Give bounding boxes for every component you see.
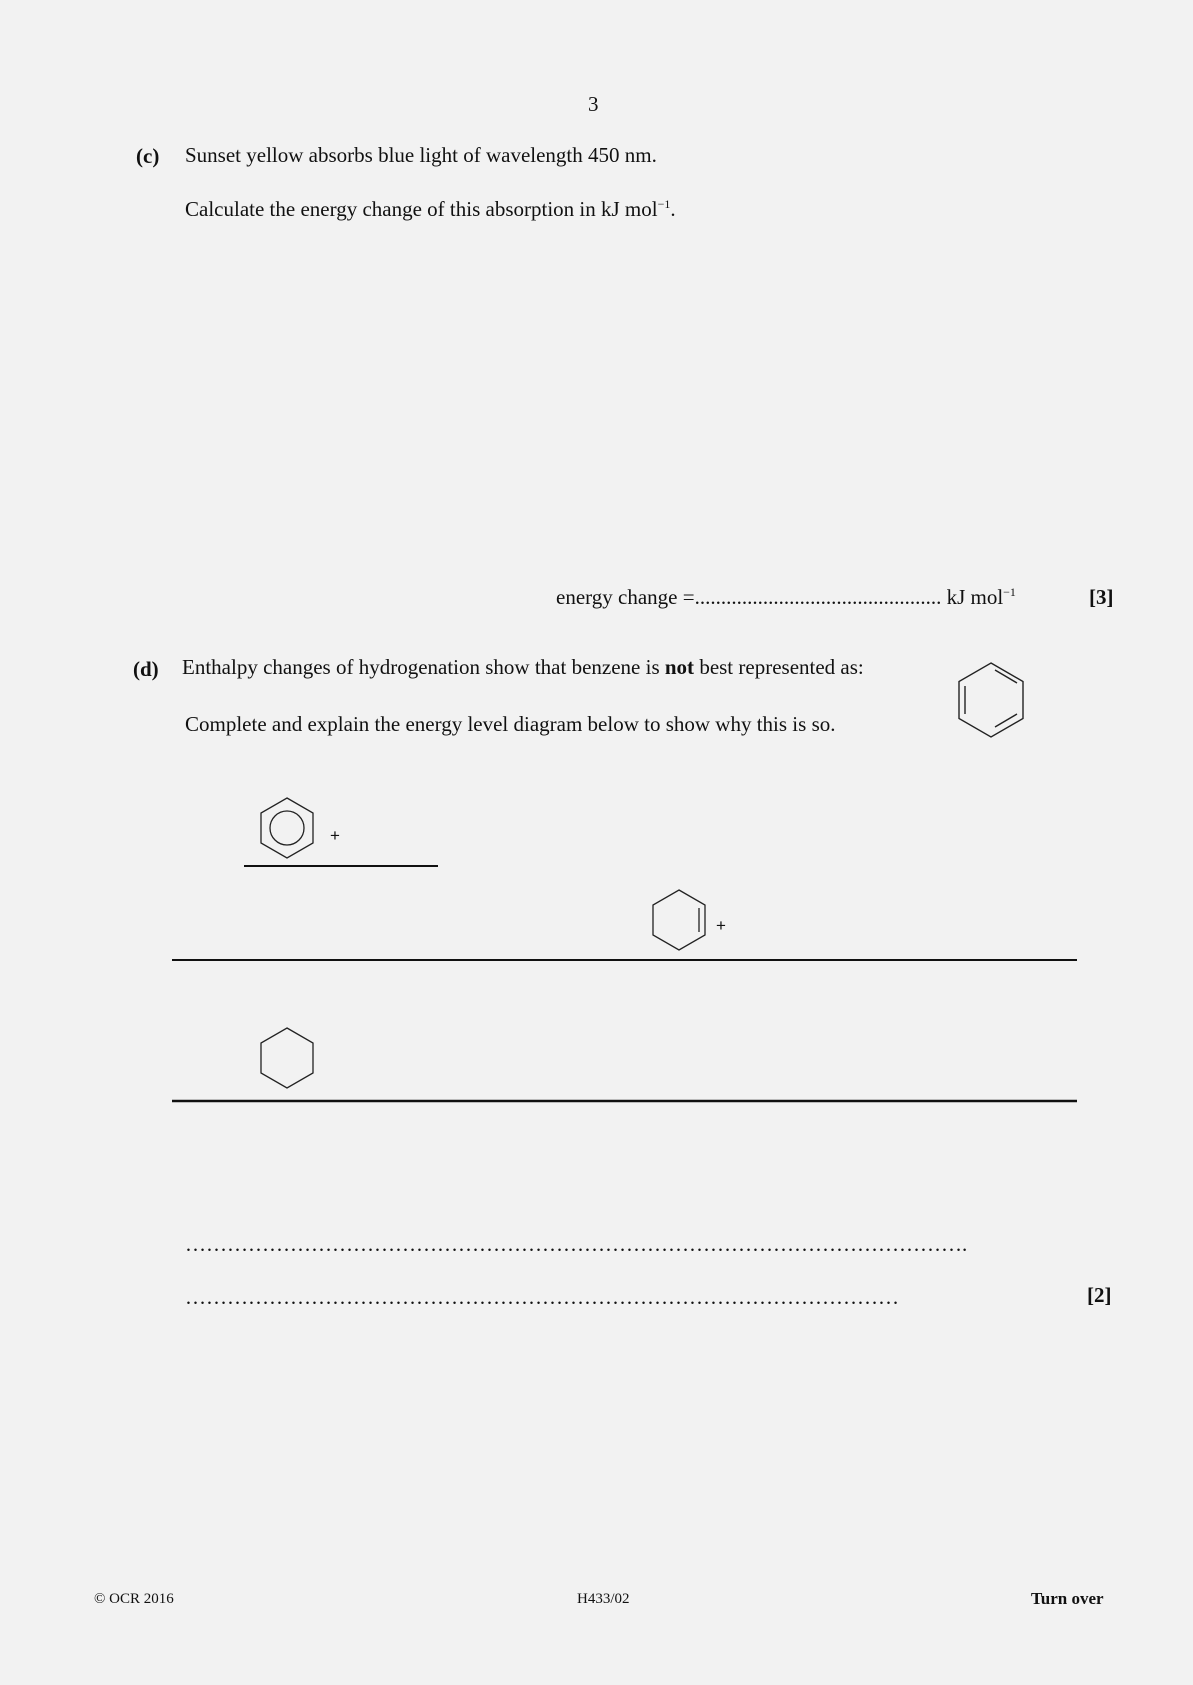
part-d-label: (d) <box>133 657 159 681</box>
energy-change-unit-sup: −1 <box>1003 585 1016 599</box>
part-d-answer-line-1[interactable]: …………………………………………………………………………………………………. <box>185 1232 968 1256</box>
part-c-instruction-text: Calculate the energy change of this absorption in kJ mol <box>185 197 658 221</box>
part-d-question <box>182 655 864 680</box>
page-number: 3 <box>588 92 599 116</box>
part-d-marks: [2] <box>1087 1283 1112 1307</box>
kekule-benzene-structure <box>951 657 1031 743</box>
part-d-question-end: best represented as: <box>694 655 864 679</box>
part-d-instruction: Complete and explain the energy level diagram below to show why this is so. <box>185 712 836 736</box>
part-c-marks: [3] <box>1089 585 1114 609</box>
footer-turn-over: Turn over <box>1031 1589 1104 1608</box>
part-d-question-bold: not <box>664 655 695 679</box>
footer-copyright: © OCR 2016 <box>94 1591 174 1607</box>
footer-paper-code: H433/02 <box>577 1591 630 1607</box>
part-d-answer-line-2[interactable]: ………………………………………………………………………………………… <box>185 1285 899 1309</box>
part-d-question-start: Enthalpy changes of hydrogenation show that benzene is <box>182 655 665 679</box>
energy-change-answer-line[interactable] <box>556 585 1016 610</box>
cyclohexene-ring-icon <box>653 890 705 950</box>
part-c-instruction-sup: −1 <box>657 197 671 211</box>
part-c-instruction <box>185 197 676 222</box>
energy-change-dots[interactable]: ............................................... <box>694 585 942 609</box>
part-c-label: (c) <box>136 144 160 168</box>
part-c-question: Sunset yellow absorbs blue light of wavelength 450 nm. <box>185 143 657 167</box>
part-c-instruction-end: . <box>670 197 676 221</box>
energy-change-unit: kJ mol <box>946 585 1004 609</box>
benzene-plus-sign: + <box>330 826 340 845</box>
energy-change-prefix: energy change = <box>556 585 695 609</box>
energy-level-diagram <box>0 780 1193 1110</box>
benzene-ring-icon <box>261 798 313 858</box>
cyclohexene-plus-sign: + <box>716 916 726 935</box>
cyclohexane-ring-icon <box>261 1028 313 1088</box>
